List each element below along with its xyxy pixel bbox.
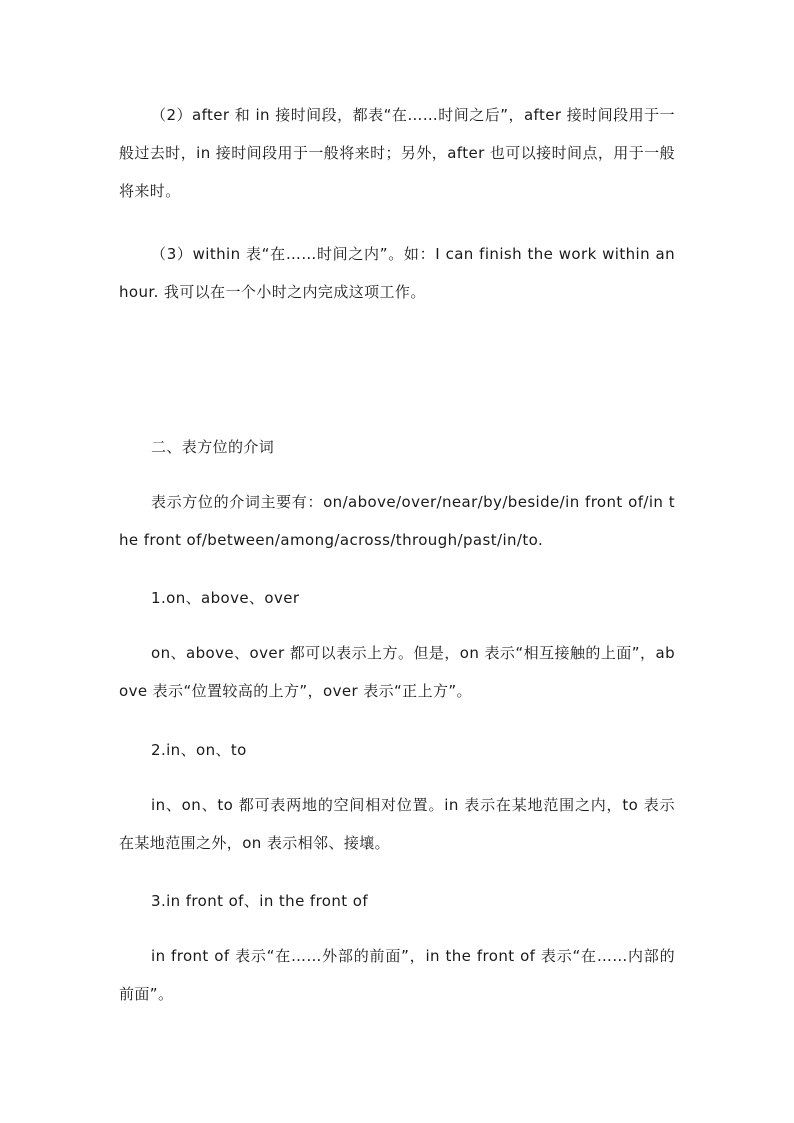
section-intro: 表示方位的介词主要有：on/above/over/near/by/beside/in front of/in the front of/between/among/across/through/past/in/to. — [119, 493, 675, 549]
item-text-in-front-of: in front of 表示“在……外部的前面”，in the front of 表示“在……内部的前面”。 — [119, 947, 675, 1003]
item-heading-in-on-to: 2.in、on、to — [151, 741, 247, 759]
item-text-in-on-to: in、on、to 都可表两地的空间相对位置。in 表示在某地范围之内，to 表示在某地范围之外，on 表示相邻、接壤。 — [119, 796, 675, 852]
paragraph-after-in: （2）after 和 in 接时间段，都表“在……时间之后”，after 接时间段用于一般过去时，in 接时间段用于一般将来时；另外，after 也可以接时间点，用于一般将来时。 — [119, 106, 675, 200]
paragraph-within: （3）within 表“在……时间之内”。如：I can finish the work within an hour. 我可以在一个小时之内完成这项工作。 — [119, 245, 675, 301]
item-heading-on-above-over: 1.on、above、over — [151, 589, 300, 607]
item-text-on-above-over: on、above、over 都可以表示上方。但是，on 表示“相互接触的上面”，above 表示“位置较高的上方”，over 表示“正上方”。 — [119, 644, 675, 700]
item-heading-in-front-of: 3.in front of、in the front of — [151, 892, 369, 910]
section-heading: 二、表方位的介词 — [151, 438, 275, 456]
